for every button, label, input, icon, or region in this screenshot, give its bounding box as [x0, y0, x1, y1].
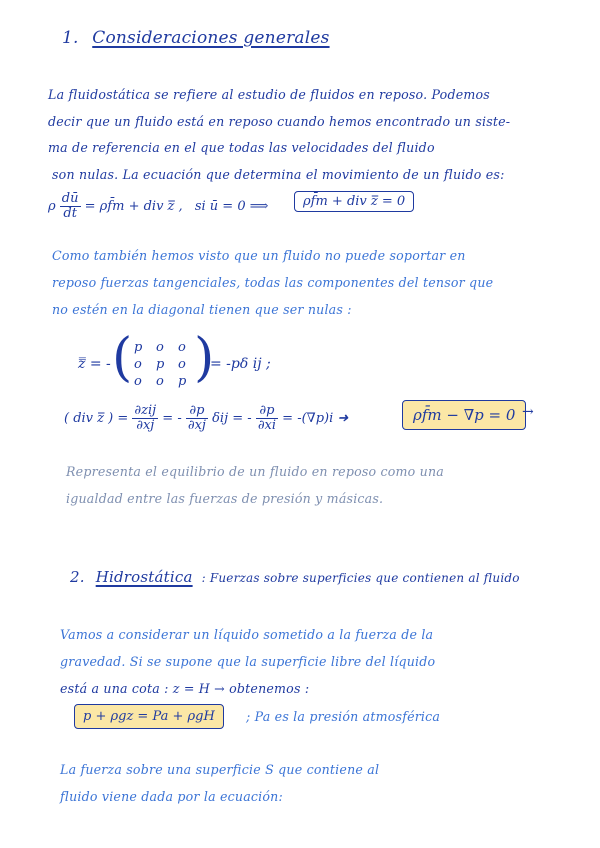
- equation-divergence: [64, 404, 348, 433]
- eq1-rhs: = ρf̄m + div z̿ ,: [84, 199, 183, 214]
- tensor-lhs: z̿ = -: [78, 356, 111, 372]
- eq1-dt: dt: [63, 206, 77, 221]
- section2-para2-line1: La fuerza sobre una superficie S que contiene al: [60, 762, 380, 777]
- section1-note-line1: Representa el equilibrio de un fluido en reposo como una: [66, 464, 444, 479]
- hydrostatic-boxed-equation: p + ρgz = Pa + ρgH: [74, 704, 224, 729]
- eq2-boxed-result: ρf̄m − ∇p = 0: [402, 400, 526, 430]
- section2-para1-line2: gravedad. Si se supone que la superficie libre del líquido: [60, 654, 436, 669]
- section2-para1-line3: está a una cota : z = H → obtenemos :: [60, 681, 310, 696]
- hydrostatic-note: ; Pa es la presión atmosférica: [246, 709, 441, 724]
- section2-subtitle: : Fuerzas sobre superficies que contienen al fluido: [201, 571, 520, 585]
- matrix-cell: o: [134, 374, 142, 389]
- matrix-cell: p: [156, 357, 165, 372]
- matrix-cell: o: [156, 374, 164, 389]
- eq1-derivative: [60, 192, 81, 221]
- section1-para2-line3: no estén en la diagonal tienen que ser nulas :: [52, 302, 352, 317]
- section2-title: Hidrostática: [95, 568, 193, 586]
- section2-para1-line1: Vamos a considerar un líquido sometido a la fuerza de la: [60, 627, 434, 642]
- matrix-cell: p: [134, 340, 143, 355]
- eq1-du: dū: [61, 191, 79, 206]
- eq2-frac2: $\frac{\partial p}{\partial xj}$: [187, 403, 206, 433]
- eq1-condition: si ū = 0 ⟹: [194, 199, 269, 214]
- section2-heading: [70, 568, 520, 586]
- section1-number: 1.: [62, 28, 79, 48]
- section2-number: 2.: [70, 568, 85, 586]
- section1-note-line2: igualdad entre las fuerzas de presión y másicas.: [66, 491, 384, 506]
- eq2-tail: = -(∇p)i ➜: [282, 411, 349, 426]
- matrix-cell: o: [178, 340, 186, 355]
- eq2-mid1: = -: [162, 411, 182, 426]
- section1-para1-line1: La fluidostática se refiere al estudio de fluidos en reposo. Podemos: [48, 87, 490, 102]
- eq2-lhs: ( div z̿ ) =: [64, 411, 129, 426]
- section2-para2-line2: fluido viene dada por la ecuación:: [60, 789, 283, 804]
- matrix-right-paren: ): [194, 328, 215, 388]
- eq2-mid2: δij = -: [212, 411, 252, 426]
- matrix-cell: p: [178, 374, 187, 389]
- eq2-frac3: $\frac{\partial p}{\partial xi}$: [257, 403, 277, 433]
- matrix-cell: o: [178, 357, 186, 372]
- matrix-cell: o: [134, 357, 142, 372]
- matrix-cell: o: [156, 340, 164, 355]
- section1-para1-line4: son nulas. La ecuación que determina el movimiento de un fluido es:: [52, 167, 505, 182]
- matrix-left-paren: (: [112, 328, 133, 388]
- section1-para2-line1: Como también hemos visto que un fluido no puede soportar en: [52, 248, 466, 263]
- eq1-rho: ρ: [48, 199, 56, 214]
- tensor-rhs: = -pδ ij ;: [210, 356, 271, 372]
- equation-motion: [48, 192, 268, 221]
- section1-heading: [62, 28, 330, 48]
- eq2-frac1: $\frac{\text{∂zij}}{\partial xj}$: [134, 403, 157, 433]
- section1-para1-line3: ma de referencia en el que todas las velocidades del fluido: [48, 140, 435, 155]
- eq2-arrow: →: [522, 404, 534, 420]
- eq1-boxed-result: ρf̄m + div z̿ = 0: [294, 191, 414, 212]
- section1-title: Consideraciones generales: [92, 28, 330, 48]
- section1-para1-line2: decir que un fluido está en reposo cuando hemos encontrado un siste-: [48, 114, 511, 129]
- section1-para2-line2: reposo fuerzas tangenciales, todas las componentes del tensor que: [52, 275, 494, 290]
